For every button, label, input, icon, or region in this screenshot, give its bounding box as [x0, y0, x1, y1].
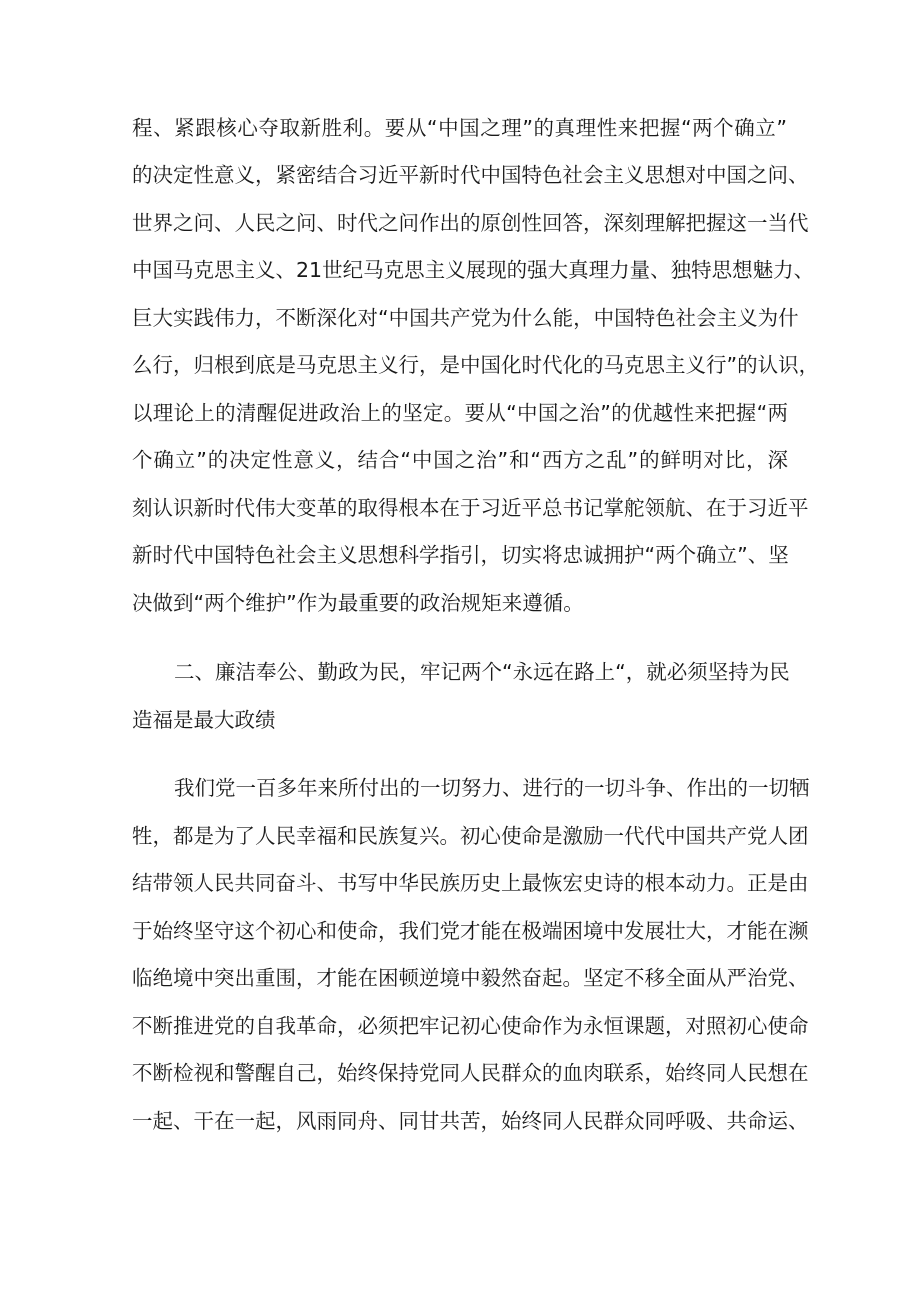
text-line: 牲，都是为了人民幸福和民族复兴。初心使命是激励一代代中国共产党人团 — [132, 824, 809, 848]
text-line: 个确立”的决定性意义，结合“中国之治”和“西方之乱”的鲜明对比，深 — [132, 448, 788, 472]
text-line: 中国马克思主义、21世纪马克思主义展现的强大真理力量、独特思想魅力、 — [132, 258, 815, 282]
text-line: 么行，归根到底是马克思主义行，是中国化时代化的马克思主义行”的认识， — [132, 353, 820, 377]
text-line: 巨大实践伟力，不断深化对“中国共产党为什么能，中国特色社会主义为什 — [132, 306, 799, 330]
text-line: 不断推进党的自我革命，必须把牢记初心使命作为永恒课题，对照初心使命 — [132, 1014, 809, 1038]
text-line: 刻认识新时代伟大变革的取得根本在于习近平总书记掌舵领航、在于习近平 — [132, 496, 809, 520]
section-heading-line: 造福是最大政绩 — [132, 708, 276, 732]
text-line: 程、紧跟核心夺取新胜利。要从“中国之理”的真理性来把握“两个确立” — [132, 116, 787, 140]
text-line: 世界之问、人民之问、时代之问作出的原创性回答，深刻理解把握这一当代 — [132, 211, 809, 235]
text-line: 不断检视和警醒自己，始终保持党同人民群众的血肉联系，始终同人民想在 — [132, 1061, 809, 1085]
section-heading-line: 二、廉洁奉公、勤政为民，牢记两个“永远在路上“，就必须坚持为民 — [174, 660, 790, 684]
text-line: 决做到“两个维护”作为最重要的政治规矩来遵循。 — [132, 591, 584, 615]
text-line: 的决定性意义，紧密结合习近平新时代中国特色社会主义思想对中国之问、 — [132, 163, 809, 187]
text-line: 于始终坚守这个初心和使命，我们党才能在极端困境中发展壮大，才能在濒 — [132, 919, 809, 943]
text-line: 临绝境中突出重围，才能在困顿逆境中毅然奋起。坚定不移全面从严治党、 — [132, 966, 809, 990]
text-line: 结带领人民共同奋斗、书写中华民族历史上最恢宏史诗的根本动力。正是由 — [132, 871, 809, 895]
text-line: 一起、干在一起，风雨同舟、同甘共苦，始终同人民群众同呼吸、共命运、 — [132, 1109, 809, 1133]
text-line: 以理论上的清醒促进政治上的坚定。要从“中国之治”的优越性来把握“两 — [132, 401, 788, 425]
text-line: 我们党一百多年来所付出的一切努力、进行的一切斗争、作出的一切牺 — [174, 776, 810, 800]
text-line: 新时代中国特色社会主义思想科学指引，切实将忠诚拥护“两个确立”、坚 — [132, 543, 789, 567]
